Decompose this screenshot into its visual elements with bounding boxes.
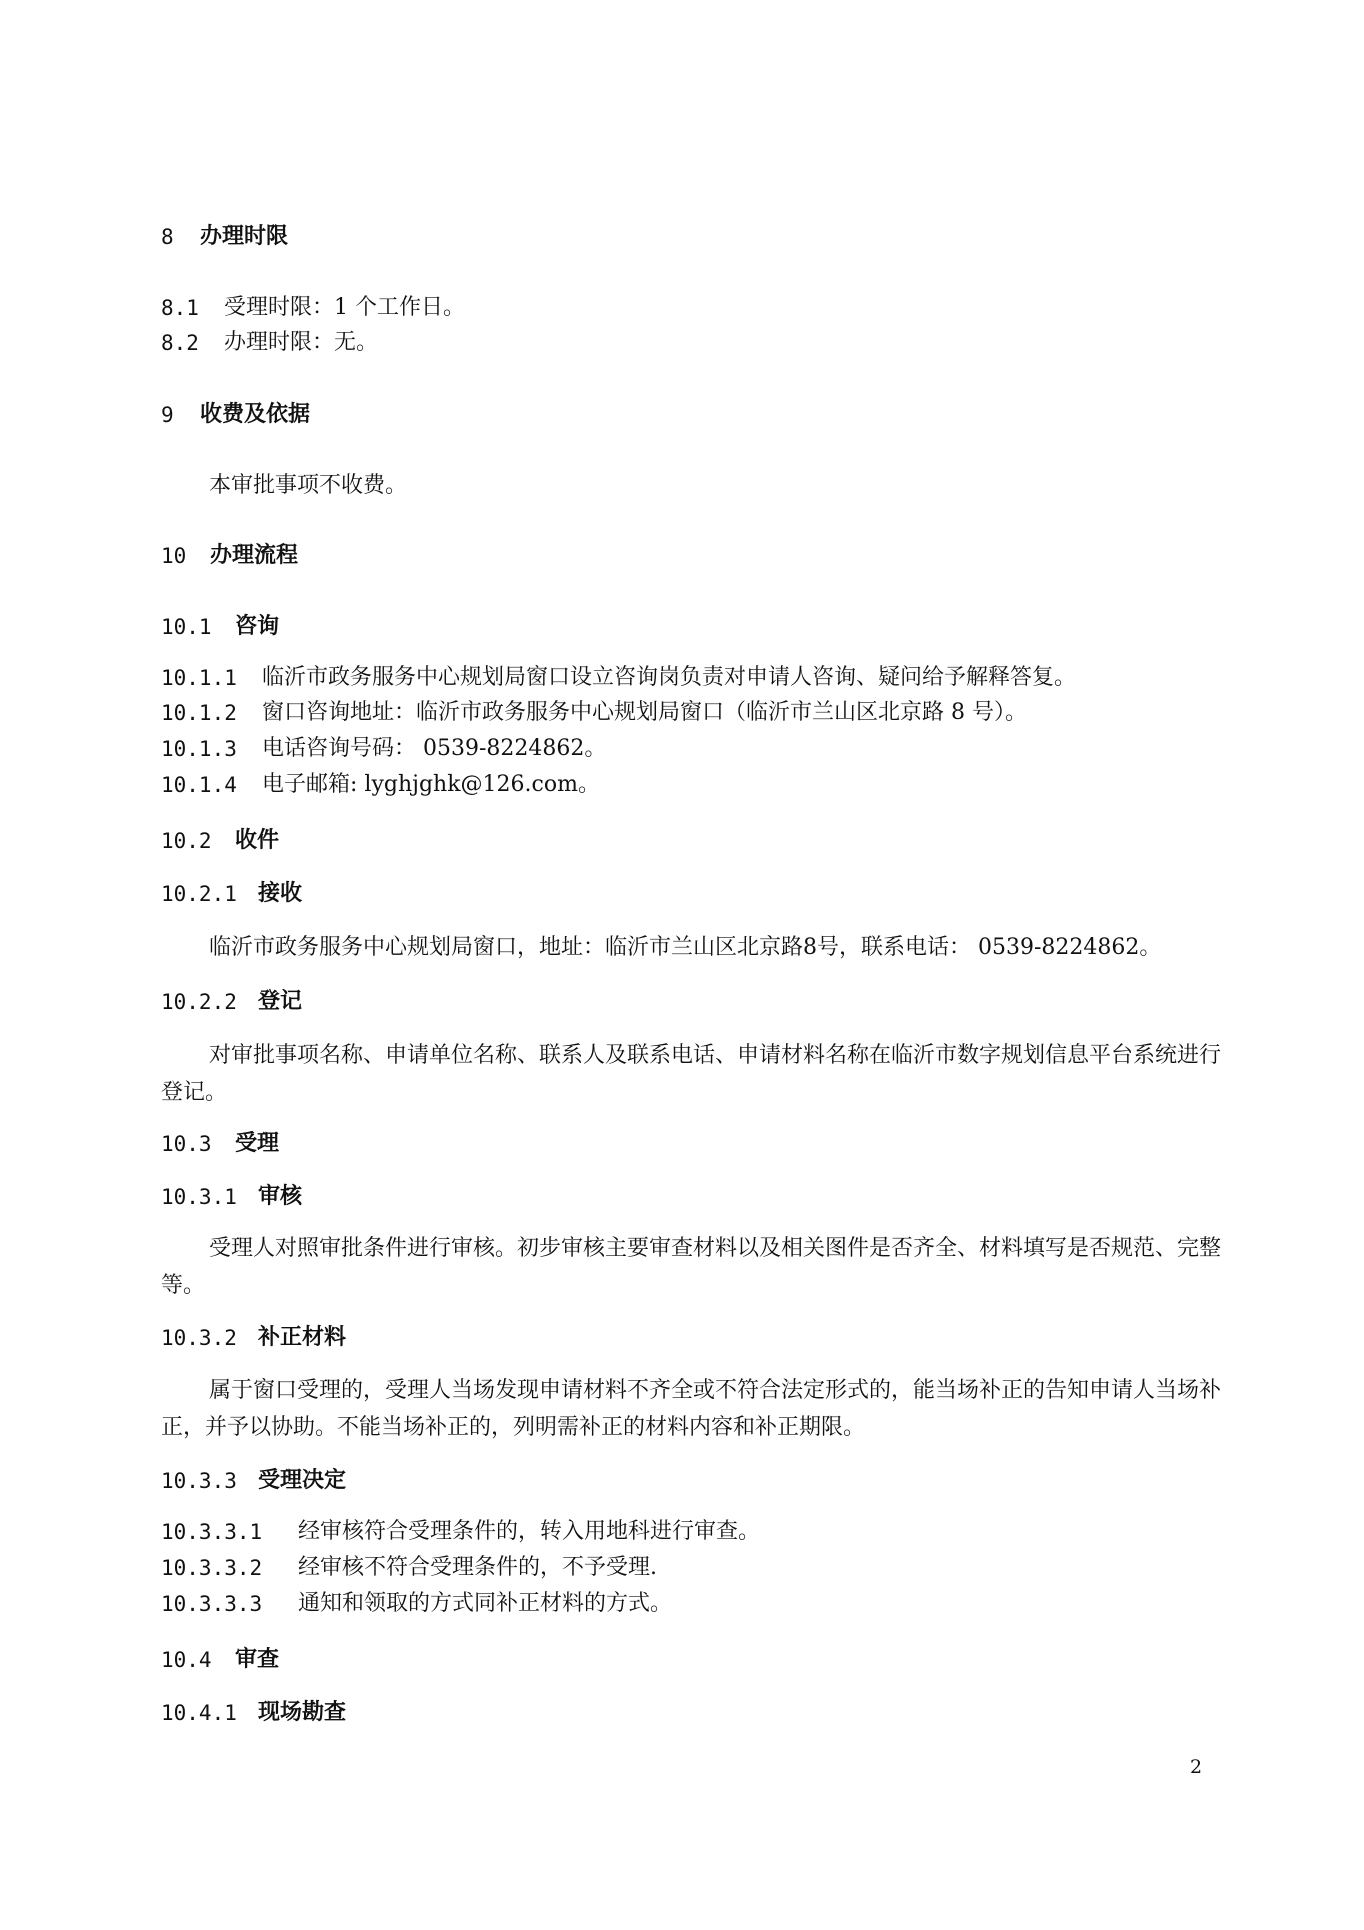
- clause-number: 10.1.3: [161, 737, 237, 761]
- section-title: 现场勘查: [258, 1700, 347, 1725]
- clause-text: 办理时限：无。: [224, 330, 379, 355]
- section-title: 审核: [258, 1184, 303, 1209]
- section-title: 补正材料: [258, 1325, 347, 1350]
- section-title: 受理: [235, 1131, 280, 1156]
- section-number: 8: [161, 225, 174, 249]
- clause-text: 电子邮箱: lyghjghk@126.com。: [262, 772, 600, 797]
- clause-text: 窗口咨询地址：临沂市政务服务中心规划局窗口（临沂市兰山区北京路 8 号）。: [262, 700, 1027, 725]
- clause-text: 经审核不符合受理条件的，不予受理.: [298, 1555, 657, 1580]
- section-title: 办理时限: [200, 224, 289, 249]
- clause-number: 10.3.3.1: [161, 1520, 263, 1544]
- section-title: 收费及依据: [200, 402, 311, 427]
- section-title: 收件: [235, 828, 280, 853]
- clause-text: 受理时限：1 个工作日。: [224, 295, 465, 320]
- section-10-2-1-paragraph: 临沂市政务服务中心规划局窗口，地址：临沂市兰山区北京路8号，联系电话： 0539-8224862。: [209, 935, 1162, 960]
- section-number: 9: [161, 403, 174, 427]
- section-number: 10.3.1: [161, 1185, 237, 1209]
- section-number: 10.3: [161, 1132, 212, 1156]
- section-title: 登记: [258, 989, 303, 1014]
- section-title: 办理流程: [210, 543, 299, 568]
- clause-number: 10.3.3.3: [161, 1592, 263, 1616]
- section-number: 10.3.2: [161, 1326, 237, 1350]
- clause-number: 10.1.4: [161, 773, 237, 797]
- section-number: 10.3.3: [161, 1469, 237, 1493]
- clause-number: 10.1.1: [161, 666, 237, 690]
- section-title: 接收: [258, 881, 303, 906]
- section-number: 10.4.1: [161, 1701, 237, 1725]
- section-number: 10.2.1: [161, 882, 237, 906]
- section-number: 10: [161, 544, 187, 568]
- section-title: 受理决定: [258, 1468, 347, 1493]
- section-title: 咨询: [235, 614, 280, 639]
- section-10-3-2-paragraph: 属于窗口受理的，受理人当场发现申请材料不齐全或不符合法定形式的，能当场补正的告知申请人当场补正，并予以协助。不能当场补正的，列明需补正的材料内容和补正期限。: [161, 1378, 1222, 1440]
- clause-text: 临沂市政务服务中心规划局窗口设立咨询岗负责对申请人咨询、疑问给予解释答复。: [262, 665, 1077, 690]
- section-title: 审查: [235, 1647, 280, 1672]
- clause-number: 8.2: [161, 331, 199, 355]
- clause-number: 10.1.2: [161, 701, 237, 725]
- section-9-paragraph: 本审批事项不收费。: [209, 473, 408, 498]
- clause-text: 通知和领取的方式同补正材料的方式。: [298, 1591, 673, 1616]
- section-number: 10.1: [161, 615, 212, 639]
- section-number: 10.2: [161, 829, 212, 853]
- clause-number: 8.1: [161, 296, 199, 320]
- section-number: 10.2.2: [161, 990, 237, 1014]
- section-10-3-1-paragraph: 受理人对照审批条件进行审核。初步审核主要审查材料以及相关图件是否齐全、材料填写是否规范、完整等。: [161, 1236, 1222, 1298]
- clause-text: 电话咨询号码： 0539-8224862。: [262, 736, 607, 761]
- section-number: 10.4: [161, 1648, 212, 1672]
- page-number: 2: [1190, 1756, 1203, 1778]
- clause-text: 经审核符合受理条件的，转入用地科进行审查。: [298, 1519, 761, 1544]
- clause-number: 10.3.3.2: [161, 1556, 263, 1580]
- section-10-2-2-paragraph: 对审批事项名称、申请单位名称、联系人及联系电话、申请材料名称在临沂市数字规划信息平台系统进行登记。: [161, 1043, 1222, 1105]
